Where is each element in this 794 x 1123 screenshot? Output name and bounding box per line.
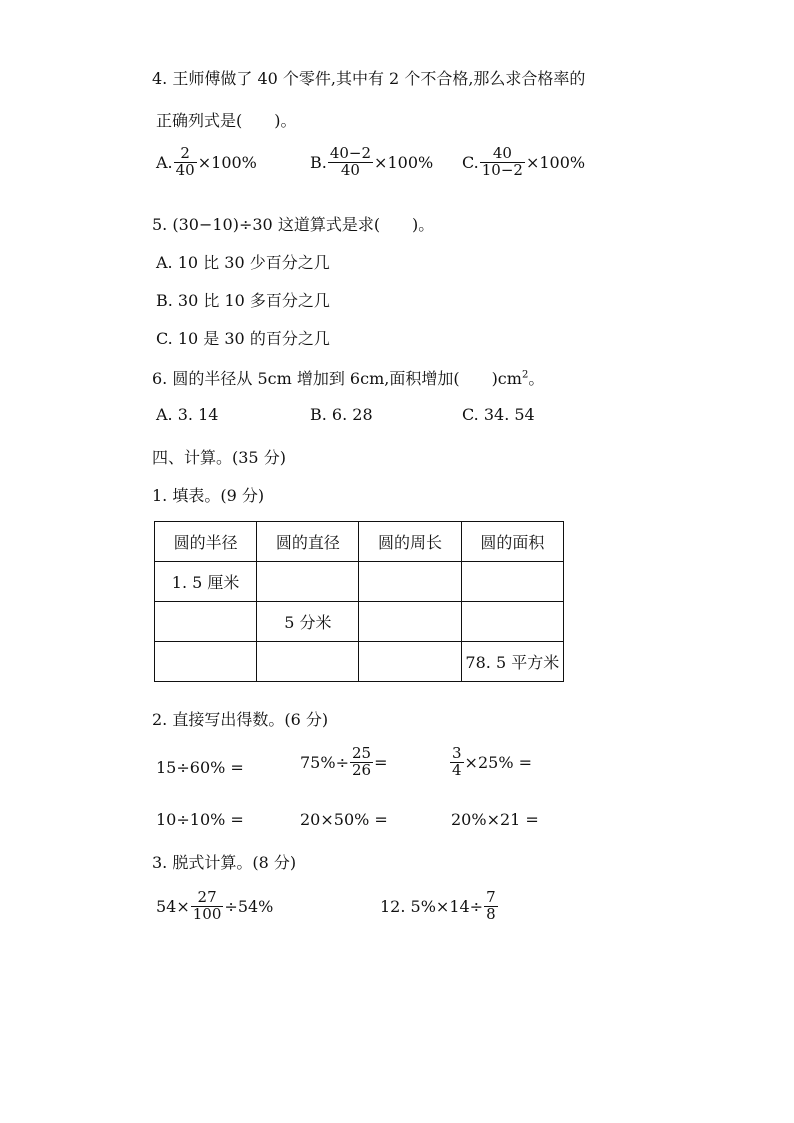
table-header-row bbox=[155, 522, 564, 562]
table-cell bbox=[155, 602, 257, 642]
fraction bbox=[450, 746, 464, 779]
q6-option-a: A. 3. 14 bbox=[156, 405, 219, 424]
table-cell bbox=[359, 562, 461, 602]
numerator: 40−2 bbox=[329, 144, 372, 162]
s2-expr-4: 10÷10% = bbox=[156, 810, 244, 829]
q4-option-a bbox=[156, 146, 257, 179]
q5-stem: 5. (30−10)÷30 这道算式是求( )。 bbox=[152, 215, 435, 234]
fraction bbox=[174, 146, 197, 179]
table-cell bbox=[359, 602, 461, 642]
option-rest: ×100% bbox=[525, 152, 586, 172]
q5-option-a: A. 10 比 30 少百分之几 bbox=[156, 253, 330, 272]
q6-stem-superscript: 2 bbox=[521, 369, 529, 381]
option-label: C. bbox=[462, 152, 479, 172]
fraction bbox=[350, 746, 373, 779]
expr-prefix: 54× bbox=[156, 896, 190, 916]
fraction bbox=[484, 890, 498, 923]
table-header-cell: 圆的面积 bbox=[461, 522, 563, 562]
expr-prefix: 12. 5%×14÷ bbox=[380, 896, 484, 916]
s2-title: 2. 直接写出得数。(6 分) bbox=[152, 710, 329, 729]
q6-stem bbox=[152, 366, 544, 389]
s2-expr-2 bbox=[300, 746, 387, 779]
q4-stem-line1: 4. 王师傅做了 40 个零件,其中有 2 个不合格,那么求合格率的 bbox=[152, 69, 586, 88]
fraction bbox=[480, 146, 525, 179]
s2-expr-6: 20%×21 = bbox=[451, 810, 539, 829]
table-row bbox=[155, 602, 564, 642]
denominator: 4 bbox=[452, 760, 462, 779]
table-cell bbox=[257, 642, 359, 682]
option-label: B. bbox=[310, 152, 327, 172]
option-rest: ×100% bbox=[197, 152, 257, 172]
expr-suffix: ÷54% bbox=[224, 896, 274, 916]
denominator: 10−2 bbox=[481, 160, 523, 179]
option-label: A. bbox=[156, 152, 173, 172]
table-header-cell: 圆的直径 bbox=[257, 522, 359, 562]
q5-option-b: B. 30 比 10 多百分之几 bbox=[156, 291, 330, 310]
s1-title: 1. 填表。(9 分) bbox=[152, 486, 265, 505]
s2-expr-1: 15÷60% = bbox=[156, 758, 244, 777]
table-cell bbox=[461, 562, 563, 602]
numerator: 25 bbox=[351, 744, 372, 762]
s2-expr-5: 20×50% = bbox=[300, 810, 388, 829]
table-cell bbox=[359, 642, 461, 682]
q6-stem-end: 。 bbox=[528, 369, 545, 388]
denominator: 40 bbox=[340, 160, 360, 179]
s3-title: 3. 脱式计算。(8 分) bbox=[152, 853, 297, 872]
table-cell bbox=[155, 642, 257, 682]
table-cell bbox=[461, 602, 563, 642]
numerator: 27 bbox=[191, 890, 224, 907]
q4-option-c bbox=[462, 146, 585, 179]
q6-option-c: C. 34. 54 bbox=[462, 405, 535, 424]
denominator: 26 bbox=[351, 760, 372, 779]
denominator: 8 bbox=[486, 904, 496, 923]
q4-stem-line2: 正确列式是( )。 bbox=[156, 111, 297, 130]
table-row bbox=[155, 642, 564, 682]
s3-expr-1 bbox=[156, 890, 273, 923]
table-header-cell: 圆的半径 bbox=[155, 522, 257, 562]
s2-expr-3 bbox=[449, 746, 532, 779]
table-cell bbox=[257, 562, 359, 602]
option-rest: ×100% bbox=[374, 152, 434, 172]
table-row bbox=[155, 562, 564, 602]
circle-table bbox=[154, 521, 564, 682]
s3-expr-2 bbox=[380, 890, 499, 923]
table-header-cell: 圆的周长 bbox=[359, 522, 461, 562]
numerator: 40 bbox=[480, 146, 525, 163]
q6-stem-text: 6. 圆的半径从 5cm 增加到 6cm,面积增加( )cm bbox=[152, 369, 522, 388]
expr-prefix: 75%÷ bbox=[300, 752, 349, 772]
table-cell: 1. 5 厘米 bbox=[155, 562, 257, 602]
section-title: 四、计算。(35 分) bbox=[152, 448, 286, 467]
q6-option-b: B. 6. 28 bbox=[310, 405, 373, 424]
q5-option-c: C. 10 是 30 的百分之几 bbox=[156, 329, 330, 348]
q4-option-b bbox=[310, 146, 433, 179]
table-cell: 5 分米 bbox=[257, 602, 359, 642]
expr-suffix: ×25% = bbox=[464, 752, 533, 772]
denominator: 40 bbox=[175, 160, 195, 179]
denominator: 100 bbox=[192, 904, 222, 923]
numerator: 7 bbox=[486, 888, 496, 906]
expr-suffix: = bbox=[374, 752, 388, 772]
numerator: 3 bbox=[452, 744, 462, 762]
fraction bbox=[328, 146, 373, 179]
fraction bbox=[191, 890, 224, 923]
table-cell: 78. 5 平方米 bbox=[461, 642, 563, 682]
numerator: 2 bbox=[174, 146, 197, 163]
